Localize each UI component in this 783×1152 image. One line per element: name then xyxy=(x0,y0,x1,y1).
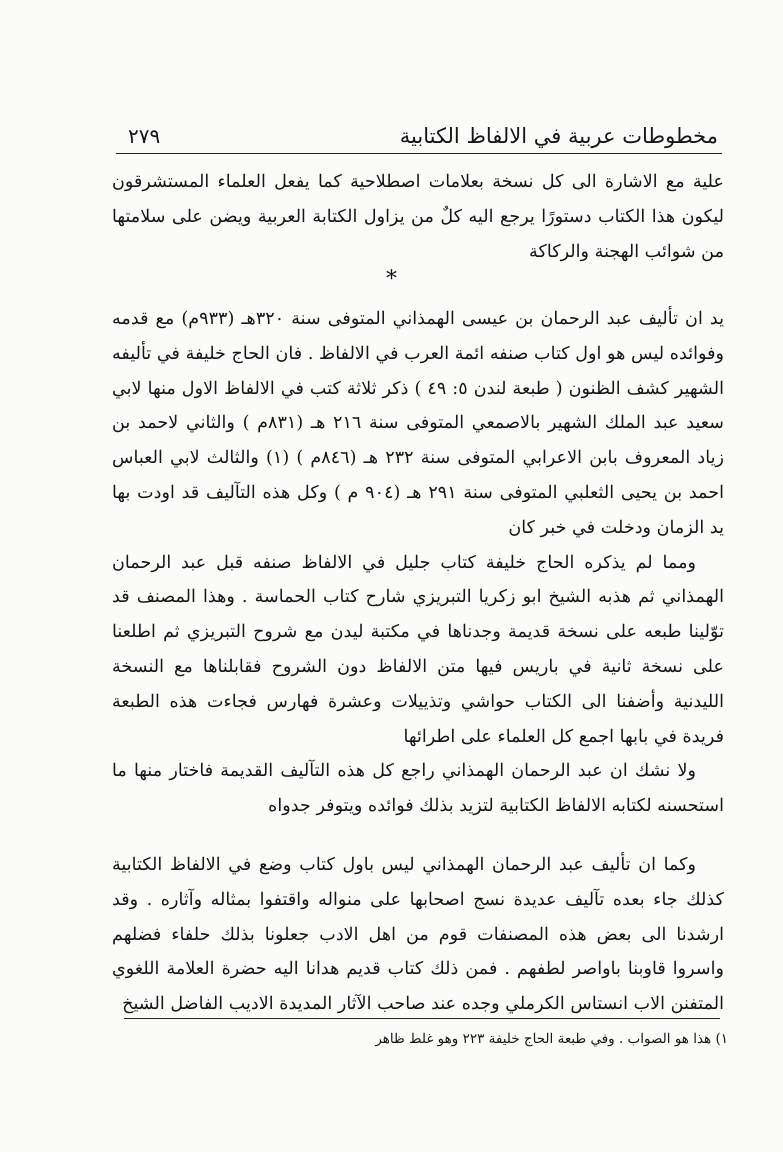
section-2 xyxy=(112,848,724,1022)
section-1 xyxy=(112,302,724,824)
paragraph-3: ولا نشك ان عبد الرحمان الهمذاني راجع كل هذه التآليف القديمة فاختار منها ما استحسنه لكتابه الالفاظ الكتابية لتزيد بذلك فوائده ويتوفر جدواه xyxy=(112,761,724,817)
footnote-rule xyxy=(124,1018,720,1019)
footnote: ١) هذا هو الصواب . وفي طبعة الحاج خليفة ٢٢٣ وهو غلط ظاهر xyxy=(375,1031,728,1047)
intro-paragraph: علية مع الاشارة الى كل نسخة بعلامات اصطلاحية كما يفعل العلماء المستشرقون ليكون هذا الكتاب دستورًا يرجع اليه كلٌ من يزاول الكتابة العربية ويضن على سلامتها من شوائب الهجنة والركاكة xyxy=(112,172,724,262)
running-title: مخطوطات عربية في الالفاظ الكتابية xyxy=(399,124,718,148)
intro-paragraph-block xyxy=(112,165,724,269)
section-separator-star: * xyxy=(386,267,397,292)
header-rule xyxy=(116,153,722,154)
paragraph-4: وكما ان تأليف عبد الرحمان الهمذاني ليس باول كتاب وضع في الالفاظ الكتابية كذلك جاء بعده تآليف عديدة نسج اصحابها على منواله واقتفوا بمثاله وآثاره . وقد ارشدنا الى بعض هذه المصنفات قوم من اهل الادب جعلونا بذلك حلفاء فضلهم واسروا قاوبنا باواصر لطفهم . فمن ذلك كتاب قديم هدانا اليه حضرة العلامة اللغوي المتفنن الاب انستاس الكرملي وجده عند صاحب الآثار المديدة الاديب الفاضل الشيخ xyxy=(112,855,724,1015)
page-number: ٢٧٩ xyxy=(128,124,161,148)
paragraph-2: ومما لم يذكره الحاج خليفة كتاب جليل في الالفاظ صنفه قبل عبد الرحمان الهمذاني ثم هذبه الشيخ ابو زكريا التبريزي شارح كتاب الحماسة . وهذا المصنف قد توّلينا طبعه على نسخة قديمة وجدناها في مكتبة ليدن مع شروح التبريزي ثم اطلعنا على نسخة ثانية في باريس فيها متن الالفاظ دون الشروح فقابلناها مع النسخة الليدنية وأضفنا الى الكتاب حواشي وتذييلات وعشرة فهارس فجاءت هذه الطبعة فريدة في بابها اجمع كل العلماء على اطرائها xyxy=(112,552,724,747)
page-header xyxy=(118,112,718,148)
paragraph-1: يد ان تأليف عبد الرحمان بن عيسى الهمذاني المتوفى سنة ٣٢٠هـ (٩٣٣م) مع قدمه وفوائده ليس هو اول كتاب صنفه ائمة العرب في الالفاظ . فان الحاج خليفة في تأليفه الشهير كشف الظنون ( طبعة لندن ٥: ٤٩ ) ذكر ثلاثة كتب في الالفاظ الاول منها لابي سعيد عبد الملك الشهير بالاصمعي المتوفى سنة ٢١٦ هـ (٨٣١م ) والثاني لاحمد بن زياد المعروف بابن الاعرابي المتوفى سنة ٢٣٢ هـ (٨٤٦م ) (١) والثالث لابي العباس احمد بن يحيى الثعلبي المتوفى سنة ٢٩١ هـ (٩٠٤ م ) وكل هذه التآليف قد اودت بها يد الزمان ودخلت في خبر كان xyxy=(112,309,725,538)
